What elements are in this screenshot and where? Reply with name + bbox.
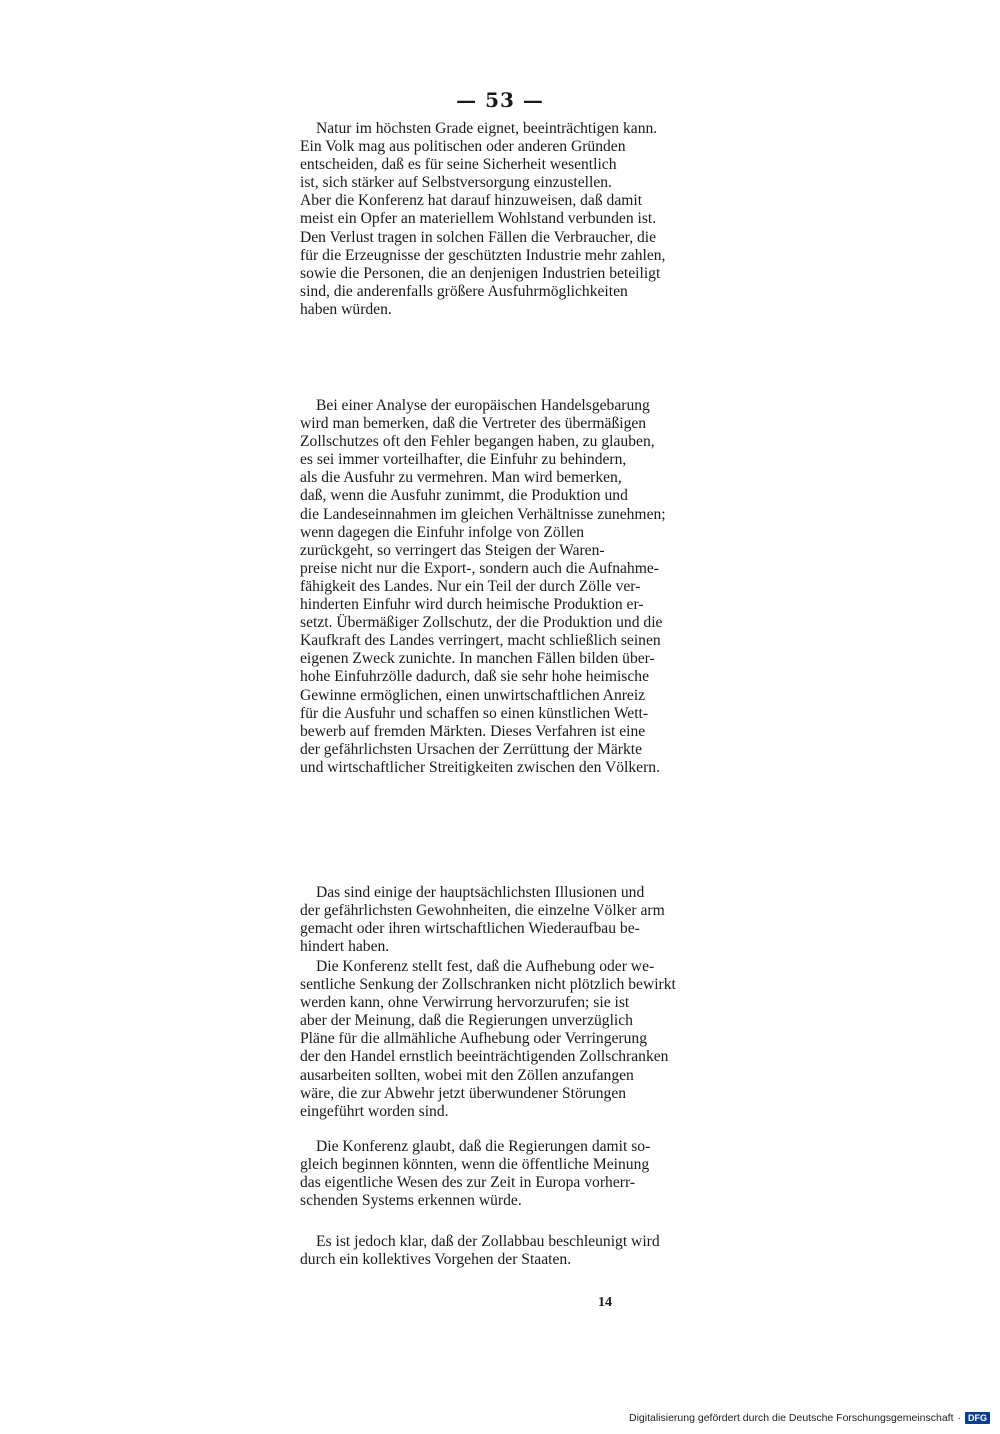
text-line: als die Ausfuhr zu vermehren. Man wird bemerken,	[300, 469, 622, 487]
text-line: daß, wenn die Ausfuhr zunimmt, die Produktion und	[300, 487, 628, 505]
paragraph-3	[300, 884, 690, 956]
text-line: Aber die Konferenz hat darauf hinzuweisen, daß damit	[300, 192, 643, 210]
text-line: durch ein kollektives Vorgehen der Staaten.	[300, 1251, 572, 1269]
page-number: — 53 —	[456, 88, 544, 112]
text-line: der gefährlichsten Gewohnheiten, die einzelne Völker arm	[300, 902, 665, 920]
text-line: Ein Volk mag aus politischen oder anderen Gründen	[300, 138, 626, 156]
text-line: meist ein Opfer an materiellem Wohlstand verbunden ist.	[300, 210, 657, 228]
text-line: Gewinne ermöglichen, einen unwirtschaftlichen Anreiz	[300, 686, 646, 704]
text-line: Die Konferenz stellt fest, daß die Aufhebung oder we-	[316, 958, 655, 975]
text-line: der den Handel ernstlich beeinträchtigenden Zollschranken	[300, 1048, 669, 1066]
signature-number: 14	[598, 1295, 612, 1310]
text-line: Bei einer Analyse der europäischen Handelsgebarung	[316, 397, 650, 414]
text-line: Kaufkraft des Landes verringert, macht schließlich seinen	[300, 632, 661, 650]
footer-text: Digitalisierung gefördert durch die Deutsche Forschungsgemeinschaft	[628, 1412, 954, 1424]
paragraph-5	[300, 1138, 690, 1210]
paragraph-4	[300, 958, 690, 1121]
text-line: der gefährlichsten Ursachen der Zerrüttung der Märkte	[300, 740, 643, 758]
text-line: eingeführt worden sind.	[300, 1102, 449, 1120]
text-line: das eigentliche Wesen des zur Zeit in Europa vorherr-	[300, 1174, 636, 1192]
text-line: sowie die Personen, die an denjenigen Industrien beteiligt	[300, 264, 661, 282]
text-line: gleich beginnen könnten, wenn die öffentliche Meinung	[300, 1156, 650, 1174]
text-line: Es ist jedoch klar, daß der Zollabbau beschleunigt wird	[316, 1233, 660, 1250]
text-line: hohe Einfuhrzölle dadurch, daß sie sehr hohe heimische	[300, 668, 650, 686]
footer	[629, 1412, 990, 1424]
text-line: es sei immer vorteilhafter, die Einfuhr zu behindern,	[300, 451, 627, 469]
text-line: Zollschutzes oft den Fehler begangen haben, zu glauben,	[300, 433, 655, 451]
text-line: gemacht oder ihren wirtschaftlichen Wiederaufbau be-	[300, 920, 640, 938]
text-line: haben würden.	[300, 300, 392, 318]
footer-separator: ·	[957, 1412, 961, 1424]
text-line: bewerb auf fremden Märkten. Dieses Verfahren ist eine	[300, 722, 646, 740]
text-line: Natur im höchsten Grade eignet, beeinträchtigen kann.	[316, 120, 658, 137]
dfg-logo-icon: DFG	[965, 1412, 990, 1424]
text-line: aber der Meinung, daß die Regierungen unverzüglich	[300, 1012, 633, 1030]
text-line: sind, die anderenfalls größere Ausfuhrmöglichkeiten	[300, 282, 628, 300]
text-line: Die Konferenz glaubt, daß die Regierungen damit so-	[316, 1138, 651, 1155]
text-line: hindert haben.	[300, 938, 390, 956]
text-line: schenden Systems erkennen würde.	[300, 1192, 522, 1210]
text-line: für die Erzeugnisse der geschützten Industrie mehr zahlen,	[300, 246, 666, 264]
text-line: setzt. Übermäßiger Zollschutz, der die Produktion und die	[300, 614, 663, 632]
text-line: wenn dagegen die Einfuhr infolge von Zöllen	[300, 523, 585, 541]
text-line: ist, sich stärker auf Selbstversorgung einzustellen.	[300, 174, 612, 192]
text-line: hinderten Einfuhr wird durch heimische Produktion er-	[300, 596, 644, 614]
text-line: wird man bemerken, daß die Vertreter des übermäßigen	[300, 415, 647, 433]
text-line: sentliche Senkung der Zollschranken nicht plötzlich bewirkt	[300, 976, 676, 994]
text-line: für die Ausfuhr und schaffen so einen künstlichen Wett-	[300, 704, 649, 722]
text-line: fähigkeit des Landes. Nur ein Teil der durch Zölle ver-	[300, 577, 641, 595]
text-line: entscheiden, daß es für seine Sicherheit wesentlich	[300, 156, 617, 174]
paragraph-1	[300, 120, 690, 319]
text-line: Den Verlust tragen in solchen Fällen die Verbraucher, die	[300, 228, 657, 246]
text-line: und wirtschaftlicher Streitigkeiten zwischen den Völkern.	[300, 758, 660, 776]
text-line: Das sind einige der hauptsächlichsten Illusionen und	[316, 884, 645, 901]
text-line: ausarbeiten sollten, wobei mit den Zöllen anzufangen	[300, 1066, 634, 1084]
text-line: werden kann, ohne Verwirrung hervorzurufen; sie ist	[300, 994, 630, 1012]
paragraph-2	[300, 397, 690, 777]
text-line: die Landeseinnahmen im gleichen Verhältnisse zunehmen;	[300, 505, 666, 523]
text-line: Pläne für die allmähliche Aufhebung oder Verringerung	[300, 1030, 647, 1048]
text-line: eigenen Zweck zunichte. In manchen Fällen bilden über-	[300, 650, 655, 668]
text-line: wäre, die zur Abwehr jetzt überwundener Störungen	[300, 1084, 627, 1102]
text-line: preise nicht nur die Export-, sondern auch die Aufnahme-	[300, 559, 659, 577]
paragraph-6	[300, 1233, 690, 1269]
text-line: zurückgeht, so verringert das Steigen der Waren-	[300, 541, 605, 559]
